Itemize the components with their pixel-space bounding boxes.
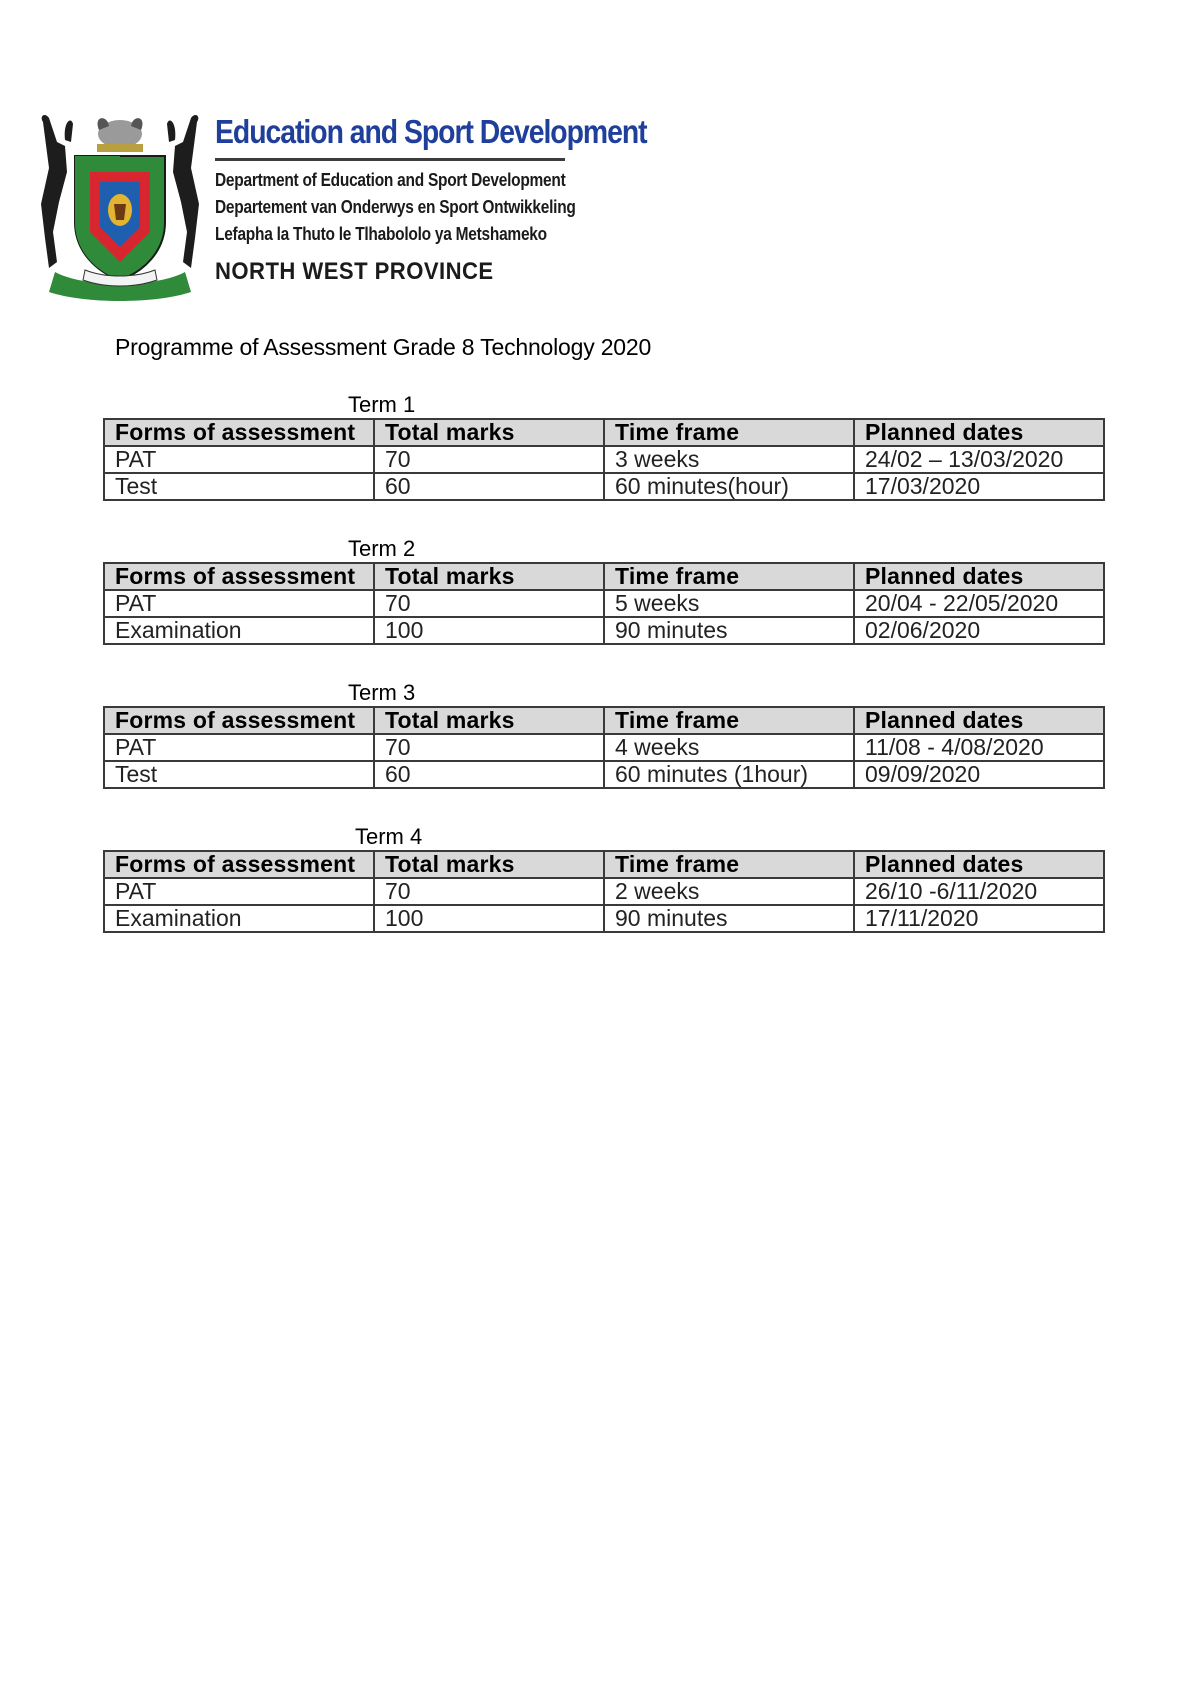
table-cell: 17/11/2020: [854, 905, 1104, 932]
term-label: Term 4: [355, 824, 423, 849]
table-cell: Examination: [104, 617, 374, 644]
column-header: Planned dates: [854, 419, 1104, 446]
table-cell: 90 minutes: [604, 617, 854, 644]
table-cell: Examination: [104, 905, 374, 932]
table-cell: 20/04 - 22/05/2020: [854, 590, 1104, 617]
table-cell: 100: [374, 617, 604, 644]
table-cell: 60: [374, 473, 604, 500]
table-cell: Test: [104, 761, 374, 788]
table-cell: 11/08 - 4/08/2020: [854, 734, 1104, 761]
letterhead: [35, 112, 647, 302]
table-cell: 2 weeks: [604, 878, 854, 905]
table-row: [104, 590, 1104, 617]
table-row: [104, 905, 1104, 932]
column-header: Time frame: [604, 707, 854, 734]
table-cell: 100: [374, 905, 604, 932]
table-cell: 60 minutes (1hour): [604, 761, 854, 788]
department-name-afrikaans: Departement van Onderwys en Sport Ontwikkeling: [215, 197, 576, 217]
table-cell: PAT: [104, 446, 374, 473]
table-cell: Test: [104, 473, 374, 500]
table-cell: 4 weeks: [604, 734, 854, 761]
table-cell: PAT: [104, 878, 374, 905]
divider: [215, 158, 565, 161]
column-header: Forms of assessment: [104, 851, 374, 878]
table-cell: 90 minutes: [604, 905, 854, 932]
column-header: Planned dates: [854, 707, 1104, 734]
column-header: Total marks: [374, 707, 604, 734]
term-label: Term 2: [348, 536, 416, 561]
column-header: Forms of assessment: [104, 419, 374, 446]
department-name-setswana: Lefapha la Thuto le Tlhabololo ya Metshameko: [215, 224, 547, 244]
table-cell: 17/03/2020: [854, 473, 1104, 500]
table-cell: 26/10 -6/11/2020: [854, 878, 1104, 905]
column-header: Time frame: [604, 851, 854, 878]
assessment-table: [103, 706, 1105, 789]
table-cell: 09/09/2020: [854, 761, 1104, 788]
table-header-row: [104, 563, 1104, 590]
column-header: Total marks: [374, 563, 604, 590]
column-header: Forms of assessment: [104, 563, 374, 590]
assessment-table: [103, 850, 1105, 933]
table-row: [104, 473, 1104, 500]
table-header-row: [104, 851, 1104, 878]
column-header: Time frame: [604, 419, 854, 446]
table-row: [104, 761, 1104, 788]
table-cell: 5 weeks: [604, 590, 854, 617]
column-header: Forms of assessment: [104, 707, 374, 734]
table-cell: 70: [374, 734, 604, 761]
column-header: Planned dates: [854, 563, 1104, 590]
column-header: Total marks: [374, 851, 604, 878]
term-label: Term 1: [348, 392, 416, 417]
column-header: Total marks: [374, 419, 604, 446]
table-cell: 02/06/2020: [854, 617, 1104, 644]
table-cell: 70: [374, 590, 604, 617]
table-row: [104, 878, 1104, 905]
table-cell: 70: [374, 446, 604, 473]
table-header-row: [104, 419, 1104, 446]
coat-of-arms-icon: [35, 112, 205, 302]
column-header: Planned dates: [854, 851, 1104, 878]
table-cell: 24/02 – 13/03/2020: [854, 446, 1104, 473]
table-cell: 60 minutes(hour): [604, 473, 854, 500]
province-name: NORTH WEST PROVINCE: [215, 258, 494, 285]
column-header: Time frame: [604, 563, 854, 590]
assessment-table: [103, 418, 1105, 501]
department-title: Education and Sport Development: [215, 113, 647, 150]
department-name-english: Department of Education and Sport Development: [215, 170, 566, 190]
assessment-table: [103, 562, 1105, 645]
table-header-row: [104, 707, 1104, 734]
table-row: [104, 446, 1104, 473]
term-label: Term 3: [348, 680, 416, 705]
table-cell: PAT: [104, 734, 374, 761]
table-row: [104, 734, 1104, 761]
department-block: [215, 112, 647, 286]
table-cell: PAT: [104, 590, 374, 617]
table-cell: 3 weeks: [604, 446, 854, 473]
table-cell: 60: [374, 761, 604, 788]
table-cell: 70: [374, 878, 604, 905]
document-title: Programme of Assessment Grade 8 Technology 2020: [115, 334, 652, 360]
table-row: [104, 617, 1104, 644]
